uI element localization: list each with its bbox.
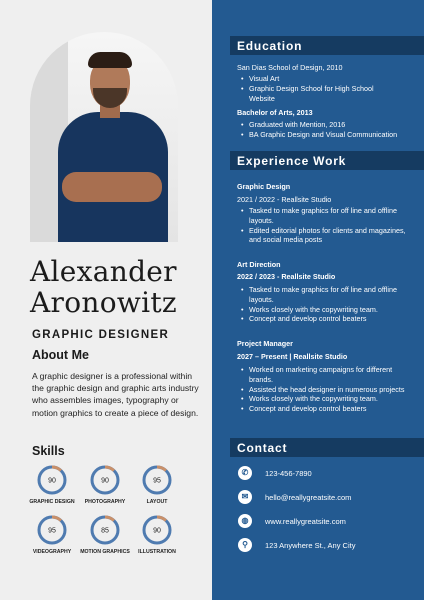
job-duties xyxy=(237,365,417,414)
skill-item xyxy=(75,514,135,555)
phone-icon: ✆ xyxy=(238,466,252,480)
email-link[interactable]: hello@reallygreatsite.com xyxy=(265,492,352,502)
skill-ring xyxy=(89,514,121,546)
list-item: • Graphic Design School for High School Website xyxy=(237,84,397,104)
last-name: Aronowitz xyxy=(30,286,177,319)
contact-website[interactable] xyxy=(238,514,346,528)
phone-text: 123-456-7890 xyxy=(265,468,312,478)
about-heading: About Me xyxy=(32,348,89,362)
skill-value: 90 xyxy=(101,477,109,485)
skill-value: 90 xyxy=(153,527,161,535)
job-duties xyxy=(237,206,417,245)
education-school: San Dias School of Design, 2010 xyxy=(237,63,343,72)
skill-value: 95 xyxy=(153,477,161,485)
experience-heading: Experience Work xyxy=(230,151,424,170)
list-item: • Edited editorial photos for clients and magazines, and social media posts xyxy=(237,226,412,246)
contact-phone xyxy=(238,466,312,480)
job-title: Project Manager xyxy=(237,339,293,348)
skill-label: MOTION GRAPHICS xyxy=(80,549,130,555)
education-degree: Bachelor of Arts, 2013 xyxy=(237,108,313,117)
job-period: 2021 / 2022 - Reallsite Studio xyxy=(237,195,332,204)
skill-value: 90 xyxy=(48,477,56,485)
job-title: Art Direction xyxy=(237,260,281,269)
list-item: • Concept and develop control beaters xyxy=(237,314,417,324)
address-text: 123 Anywhere St., Any City xyxy=(265,540,356,550)
list-item: • Visual Art xyxy=(237,74,417,84)
skill-label: ILLUSTRATION xyxy=(138,549,176,555)
skill-label: VIDEOGRAPHY xyxy=(32,549,72,555)
job-title: Graphic Design xyxy=(237,182,291,191)
list-item: • BA Graphic Design and Visual Communication xyxy=(237,130,417,140)
list-item: • Tasked to make graphics for off line and offline layouts. xyxy=(237,206,412,226)
contact-email[interactable] xyxy=(238,490,351,504)
list-item: • Worked on marketing campaigns for different brands. xyxy=(237,365,412,385)
skill-value: 85 xyxy=(101,527,109,535)
job-period: 2027 – Present | Reallsite Studio xyxy=(237,352,348,361)
skill-label: GRAPHIC DESIGN xyxy=(29,499,75,505)
skill-ring xyxy=(141,514,173,546)
skill-item xyxy=(75,464,135,505)
contact-address xyxy=(238,538,355,552)
skill-label: LAYOUT xyxy=(146,499,168,505)
skills-heading: Skills xyxy=(32,444,65,458)
skill-ring xyxy=(36,464,68,496)
job-period: 2022 / 2023 - Reallsite Studio xyxy=(237,272,336,281)
skill-ring xyxy=(36,514,68,546)
list-item: • Works closely with the copywriting team. xyxy=(237,394,417,404)
email-icon: ✉ xyxy=(238,490,252,504)
skill-ring xyxy=(141,464,173,496)
profile-photo xyxy=(30,32,178,242)
skill-value: 95 xyxy=(48,527,56,535)
skill-item xyxy=(22,514,82,555)
website-link[interactable]: www.reallygreatsite.com xyxy=(265,516,346,526)
job-role: GRAPHIC DESIGNER xyxy=(32,329,170,341)
list-item: • Concept and develop control beaters xyxy=(237,404,417,414)
list-item: • Graduated with Mention, 2016 xyxy=(237,120,417,130)
list-item: • Assisted the head designer in numerous projects xyxy=(237,385,417,395)
list-item: • Works closely with the copywriting team. xyxy=(237,305,417,315)
skill-item xyxy=(127,464,187,505)
about-text: A graphic designer is a professional within the graphic design and graphic arts industry who assembles images, typography or motion graphics to create a piece of design. xyxy=(32,371,199,418)
contact-heading: Contact xyxy=(230,438,424,457)
education-heading: Education xyxy=(230,36,424,55)
list-item: • Tasked to make graphics for off line and offline layouts. xyxy=(237,285,412,305)
skill-item xyxy=(127,514,187,555)
education-degree-list xyxy=(237,120,417,140)
education-school-list xyxy=(237,74,417,103)
job-duties xyxy=(237,285,417,324)
skill-ring xyxy=(89,464,121,496)
skill-label: PHOTOGRAPHY xyxy=(84,499,126,505)
skill-item xyxy=(22,464,82,505)
first-name: Alexander xyxy=(30,255,177,288)
location-pin-icon: ⚲ xyxy=(238,538,252,552)
full-name xyxy=(30,256,177,318)
globe-icon: ◍ xyxy=(238,514,252,528)
